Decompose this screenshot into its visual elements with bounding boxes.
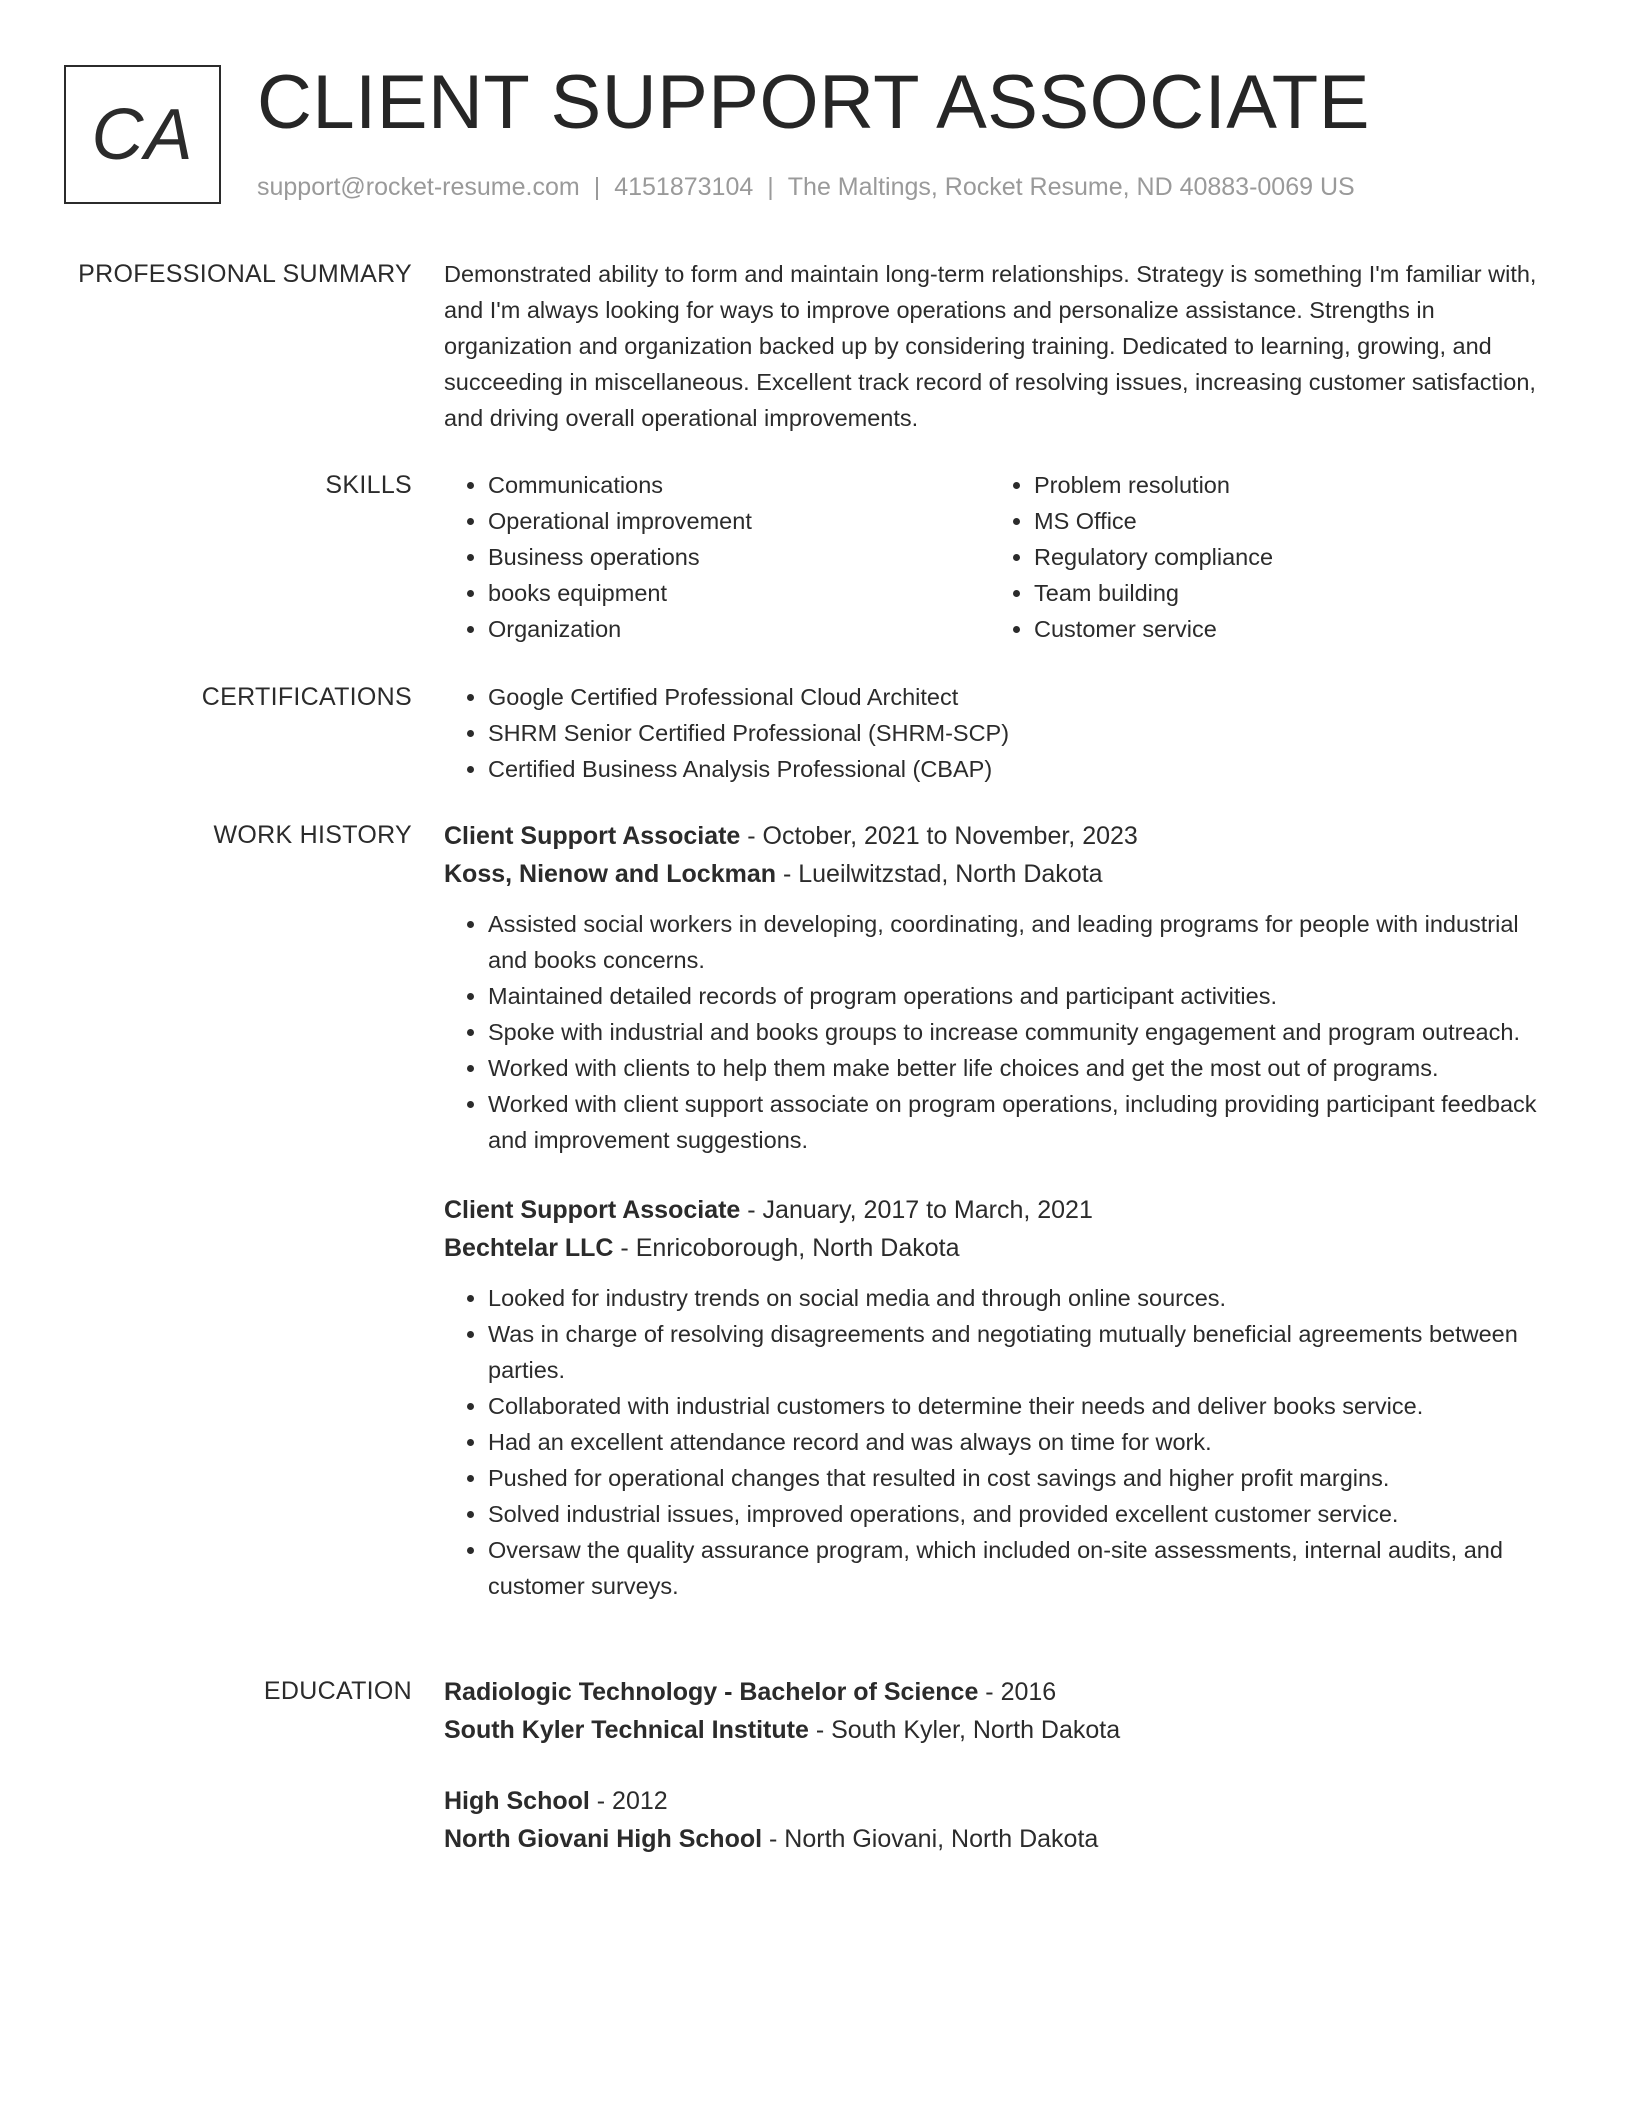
job-bullets bbox=[444, 906, 1559, 1158]
education-content bbox=[444, 1673, 1559, 1858]
job-company-line bbox=[444, 855, 1559, 893]
contact-separator: | bbox=[767, 173, 774, 201]
education-degree: Radiologic Technology - Bachelor of Science bbox=[444, 1678, 979, 1706]
job-bullet: • Oversaw the quality assurance program, which included on-site assessments, internal audits, and customer surveys. bbox=[488, 1532, 1559, 1604]
contact-phone[interactable]: 4151873104 bbox=[614, 173, 754, 201]
education-degree-line bbox=[444, 1673, 1559, 1711]
job-bullet: • Pushed for operational changes that resulted in cost savings and higher profit margins. bbox=[488, 1460, 1559, 1496]
job-bullet: • Looked for industry trends on social media and through online sources. bbox=[488, 1280, 1559, 1316]
job-dates: - October, 2021 to November, 2023 bbox=[740, 822, 1138, 850]
job-location: - Enricoborough, North Dakota bbox=[613, 1234, 960, 1262]
job-bullet: • Solved industrial issues, improved operations, and provided excellent customer service. bbox=[488, 1496, 1559, 1532]
education-degree-line bbox=[444, 1782, 1559, 1820]
skill-item: • MS Office bbox=[1034, 503, 1536, 539]
contact-line bbox=[257, 173, 1355, 202]
education-school: South Kyler Technical Institute bbox=[444, 1716, 809, 1744]
job-entry bbox=[444, 1191, 1559, 1604]
skills-columns bbox=[444, 467, 1559, 647]
skill-item: • Team building bbox=[1034, 575, 1536, 611]
job-bullet: • Worked with client support associate on program operations, including providing participant feedback and improvement suggestions. bbox=[488, 1086, 1559, 1158]
education-location: - North Giovani, North Dakota bbox=[762, 1825, 1099, 1853]
job-company-line bbox=[444, 1229, 1559, 1267]
contact-email[interactable]: support@rocket-resume.com bbox=[257, 173, 580, 201]
contact-separator: | bbox=[593, 173, 601, 201]
skill-item: • Operational improvement bbox=[488, 503, 990, 539]
job-title-line bbox=[444, 817, 1559, 855]
work-content bbox=[444, 817, 1559, 1604]
section-label-summary: PROFESSIONAL SUMMARY bbox=[78, 260, 412, 288]
education-year: - 2016 bbox=[978, 1678, 1057, 1706]
job-bullet: • Assisted social workers in developing, coordinating, and leading programs for people with industrial and books concerns. bbox=[488, 906, 1559, 978]
section-label-education: EDUCATION bbox=[263, 1677, 412, 1705]
section-label-skills: SKILLS bbox=[325, 471, 412, 499]
job-dates: - January, 2017 to March, 2021 bbox=[740, 1196, 1093, 1224]
certification-item: • SHRM Senior Certified Professional (SHRM-SCP) bbox=[488, 715, 1559, 751]
job-bullet: • Had an excellent attendance record and was always on time for work. bbox=[488, 1424, 1559, 1460]
job-bullet: • Worked with clients to help them make better life choices and get the most out of programs. bbox=[488, 1050, 1559, 1086]
skill-item: • Customer service bbox=[1034, 611, 1536, 647]
monogram-badge: CA bbox=[64, 65, 221, 204]
skill-item: • Organization bbox=[488, 611, 990, 647]
certifications-content bbox=[444, 679, 1559, 787]
skill-item: • books equipment bbox=[488, 575, 990, 611]
education-school-line bbox=[444, 1711, 1559, 1749]
job-bullets bbox=[444, 1280, 1559, 1604]
certification-item: • Certified Business Analysis Professional (CBAP) bbox=[488, 751, 1559, 787]
resume-header bbox=[64, 60, 1564, 210]
job-title-line bbox=[444, 1191, 1559, 1229]
education-degree: High School bbox=[444, 1787, 590, 1815]
skills-list-left bbox=[444, 467, 990, 647]
education-entry bbox=[444, 1673, 1559, 1749]
job-company: Bechtelar LLC bbox=[444, 1234, 614, 1262]
education-entry bbox=[444, 1782, 1559, 1858]
contact-address: The Maltings, Rocket Resume, ND 40883-0069 US bbox=[787, 173, 1355, 201]
job-bullet: • Maintained detailed records of program operations and participant activities. bbox=[488, 978, 1559, 1014]
skills-list-right bbox=[990, 467, 1536, 647]
job-title: Client Support Associate bbox=[444, 1196, 741, 1224]
education-school-line bbox=[444, 1820, 1559, 1858]
summary-text: Demonstrated ability to form and maintain long-term relationships. Strategy is something I'm familiar with, and I'm always looking for ways to improve operations and personalize assistance. Strengths in organization and organization backed up by considering training. Dedicated to learning, growing, and succeeding in miscellaneous. Excellent track record of resolving issues, increasing customer satisfaction, and driving overall operational improvements. bbox=[444, 261, 1537, 431]
skill-item: • Communications bbox=[488, 467, 990, 503]
job-bullet: • Spoke with industrial and books groups to increase community engagement and program outreach. bbox=[488, 1014, 1559, 1050]
certifications-list bbox=[444, 679, 1559, 787]
skill-item: • Regulatory compliance bbox=[1034, 539, 1536, 575]
job-bullet: • Collaborated with industrial customers to determine their needs and deliver books service. bbox=[488, 1388, 1559, 1424]
job-title: Client Support Associate bbox=[444, 822, 741, 850]
education-location: - South Kyler, North Dakota bbox=[808, 1716, 1121, 1744]
section-label-work: WORK HISTORY bbox=[213, 821, 412, 849]
job-company: Koss, Nienow and Lockman bbox=[444, 860, 777, 888]
job-bullet: • Was in charge of resolving disagreements and negotiating mutually beneficial agreements between parties. bbox=[488, 1316, 1559, 1388]
education-school: North Giovani High School bbox=[444, 1825, 763, 1853]
skill-item: • Business operations bbox=[488, 539, 990, 575]
skill-item: • Problem resolution bbox=[1034, 467, 1536, 503]
candidate-name: CLIENT SUPPORT ASSOCIATE bbox=[257, 60, 1370, 145]
certification-item: • Google Certified Professional Cloud Architect bbox=[488, 679, 1559, 715]
job-entry bbox=[444, 817, 1559, 1158]
section-label-certifications: CERTIFICATIONS bbox=[201, 683, 412, 711]
job-location: - Lueilwitzstad, North Dakota bbox=[776, 860, 1103, 888]
education-year: - 2012 bbox=[589, 1787, 668, 1815]
